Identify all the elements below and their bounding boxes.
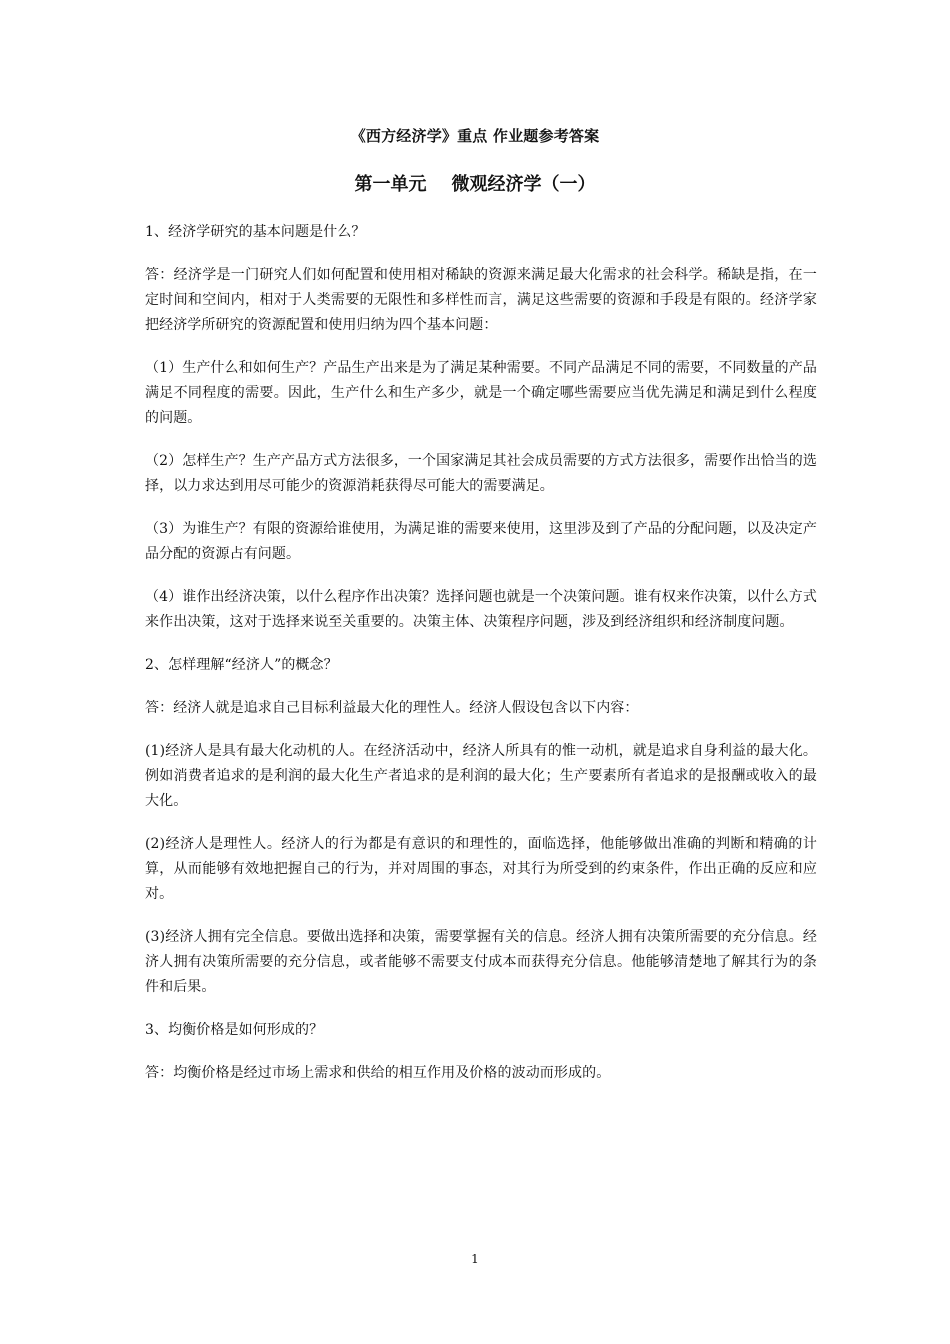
- question-2: 2、怎样理解“经济人”的概念？: [145, 657, 338, 673]
- answer-2-point-1: (1)经济人是具有最大化动机的人。在经济活动中，经济人所具有的惟一动机，就是追求自身利益的最大化。例如消费者追求的是利润的最大化生产者追求的是利润的最大化；生产要素所有者追求的是报酬或收入的最大化。: [145, 743, 817, 809]
- answer-1-point-4: （4）谁作出经济决策，以什么程序作出决策？选择问题也就是一个决策问题。谁有权来作决策，以什么方式来作出决策，这对于选择来说至关重要的。决策主体、决策程序问题，涉及到经济组织和经济制度问题。: [145, 589, 817, 630]
- answer-2-point-2: (2)经济人是理性人。经济人的行为都是有意识的和理性的，面临选择，他能够做出准确的判断和精确的计算，从而能够有效地把握自己的行为，并对周围的事态，对其行为所受到的约束条件，作出正确的反应和应对。: [145, 836, 817, 902]
- answer-2-point-3: (3)经济人拥有完全信息。要做出选择和决策，需要掌握有关的信息。经济人拥有决策所需要的充分信息。经济人拥有决策所需要的充分信息，或者能够不需要支付成本而获得充分信息。他能够清楚地了解其行为的条件和后果。: [145, 929, 817, 995]
- question-3: 3、均衡价格是如何形成的？: [145, 1022, 324, 1038]
- answer-1-point-1: （1）生产什么和如何生产？产品生产出来是为了满足某种需要。不同产品满足不同的需要，不同数量的产品满足不同程度的需要。因此，生产什么和生产多少，就是一个确定哪些需要应当优先满足和满足到什么程度的问题。: [145, 360, 817, 426]
- page-number: 1: [471, 1252, 479, 1266]
- unit-title: 第一单元 微观经济学（一）: [354, 174, 596, 195]
- answer-1-point-2: （2）怎样生产？生产产品方式方法很多，一个国家满足其社会成员需要的方式方法很多，需要作出恰当的选择，以力求达到用尽可能少的资源消耗获得尽可能大的需要满足。: [145, 453, 817, 494]
- answer-2-intro: 答：经济人就是追求自己目标利益最大化的理性人。经济人假设包含以下内容：: [145, 700, 639, 716]
- document-title: 《西方经济学》重点 作业题参考答案: [350, 127, 600, 145]
- answer-1-intro: 答：经济学是一门研究人们如何配置和使用相对稀缺的资源来满足最大化需求的社会科学。稀缺是指，在一定时间和空间内，相对于人类需要的无限性和多样性而言，满足这些需要的资源和手段是有限的。经济学家把经济学所研究的资源配置和使用归纳为四个基本问题：: [145, 267, 817, 333]
- question-1: 1、经济学研究的基本问题是什么？: [145, 224, 366, 240]
- answer-3: 答：均衡价格是经过市场上需求和供给的相互作用及价格的波动而形成的。: [145, 1065, 611, 1081]
- answer-1-point-3: （3）为谁生产？有限的资源给谁使用，为满足谁的需要来使用，这里涉及到了产品的分配问题，以及决定产品分配的资源占有问题。: [145, 521, 817, 562]
- document-body: [145, 220, 817, 1086]
